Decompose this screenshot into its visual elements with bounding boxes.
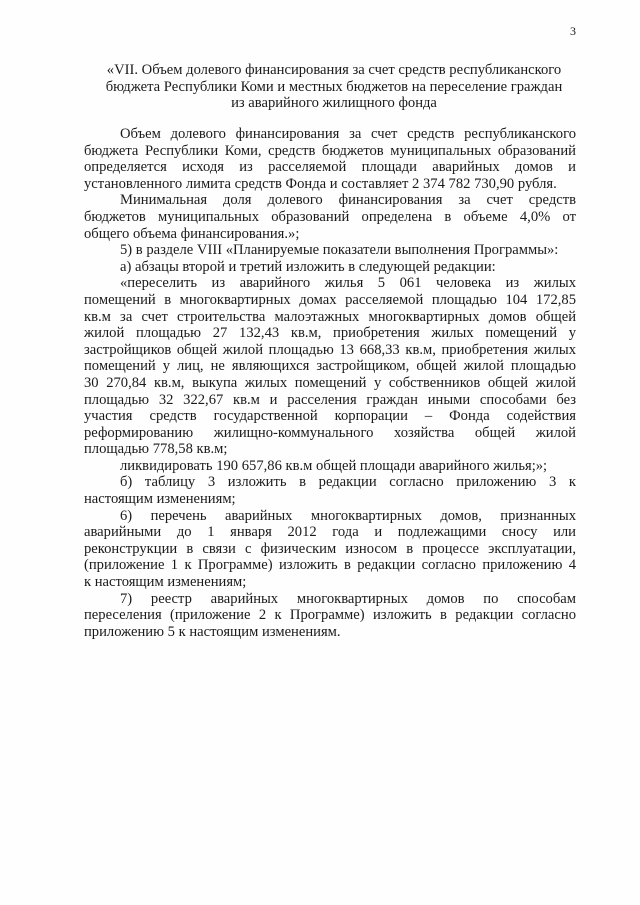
text-line: к настоящим изменениям;	[84, 574, 247, 591]
text-line: жилой площадью 27 132,43 кв.м, приобретения жилых помещений у	[84, 325, 576, 342]
text-line: застройщиков общей жилой площадью 13 668,33 кв.м, приобретения жилых	[84, 341, 576, 358]
text-line: реформированию жилищно-коммунального хозяйства общей жилой	[84, 424, 576, 441]
text-line: 7) реестр аварийных многоквартирных домов по способам	[120, 590, 576, 607]
text-line: 30 270,84 кв.м, выкупа жилых помещений у собственников общей жилой	[84, 374, 576, 391]
text-line: помещений у лиц, не являющихся застройщиком, общей жилой площадью	[84, 358, 576, 375]
text-line: аварийными до 1 января 2012 года и подлежащими сносу или	[84, 524, 576, 541]
text-line: а) абзацы второй и третий изложить в следующей редакции:	[120, 258, 496, 275]
text-line: общего объема финансирования.»;	[84, 225, 300, 242]
text-line: определяется исходя из расселяемой площади аварийных домов и	[84, 159, 576, 176]
text-line: б) таблицу 3 изложить в редакции согласно приложению 3 к	[120, 474, 576, 491]
text-line: Минимальная доля долевого финансирования за счет средств	[120, 192, 576, 209]
text-line: площадью 32 322,67 кв.м и расселения граждан иными способами без	[84, 391, 576, 408]
section-title-line: из аварийного жилищного фонда	[231, 95, 437, 111]
text-line: (приложение 1 к Программе) изложить в редакции согласно приложению 4	[84, 557, 576, 574]
paragraph-item-6	[84, 508, 576, 591]
text-line: «переселить из аварийного жилья 5 061 человека из жилых	[120, 275, 576, 292]
paragraph-item-7	[84, 591, 576, 641]
paragraph-funding-volume	[84, 126, 576, 192]
text-line: переселения (приложение 2 к Программе) изложить в редакции согласно	[84, 607, 576, 624]
paragraph-minimum-share	[84, 192, 576, 242]
paragraph-item-5a	[84, 259, 576, 276]
paragraph-item-5	[84, 242, 576, 259]
text-line: настоящим изменениям;	[84, 491, 236, 508]
text-line: бюджетов муниципальных образований определена в объеме 4,0% от	[84, 208, 576, 225]
text-line: установленного лимита средств Фонда и составляет 2 374 782 730,90 рубля.	[84, 175, 557, 192]
text-line: кв.м за счет строительства малоэтажных многоквартирных домов общей	[84, 308, 576, 325]
section-title-line: «VII. Объем долевого финансирования за счет средств республиканского	[106, 62, 562, 78]
text-line: бюджета Республики Коми, средств бюджетов муниципальных образований	[84, 142, 576, 159]
paragraph-resettlement	[84, 275, 576, 458]
text-line: Объем долевого финансирования за счет средств республиканского	[120, 126, 576, 142]
text-line: 5) в разделе VIII «Планируемые показатели выполнения Программы»:	[120, 242, 559, 259]
text-line: площадью 778,58 кв.м;	[84, 441, 228, 458]
section-title	[84, 62, 584, 112]
text-line: ликвидировать 190 657,86 кв.м общей площади аварийного жилья;»;	[120, 457, 548, 474]
document-body	[84, 126, 576, 640]
text-line: помещений в многоквартирных домах расселяемой площадью 104 172,85	[84, 291, 576, 308]
paragraph-liquidate	[84, 458, 576, 475]
text-line: 6) перечень аварийных многоквартирных домов, признанных	[120, 507, 576, 524]
paragraph-item-5b	[84, 474, 576, 507]
section-title-line: бюджета Республики Коми и местных бюджетов на переселение граждан	[105, 78, 563, 95]
page-number: 3	[570, 24, 576, 38]
text-line: участия средств государственной корпорации – Фонда содействия	[84, 408, 576, 425]
text-line: приложению 5 к настоящим изменениям.	[84, 623, 341, 640]
text-line: реконструкции в связи с физическим износом в процессе эксплуатации,	[84, 540, 576, 557]
